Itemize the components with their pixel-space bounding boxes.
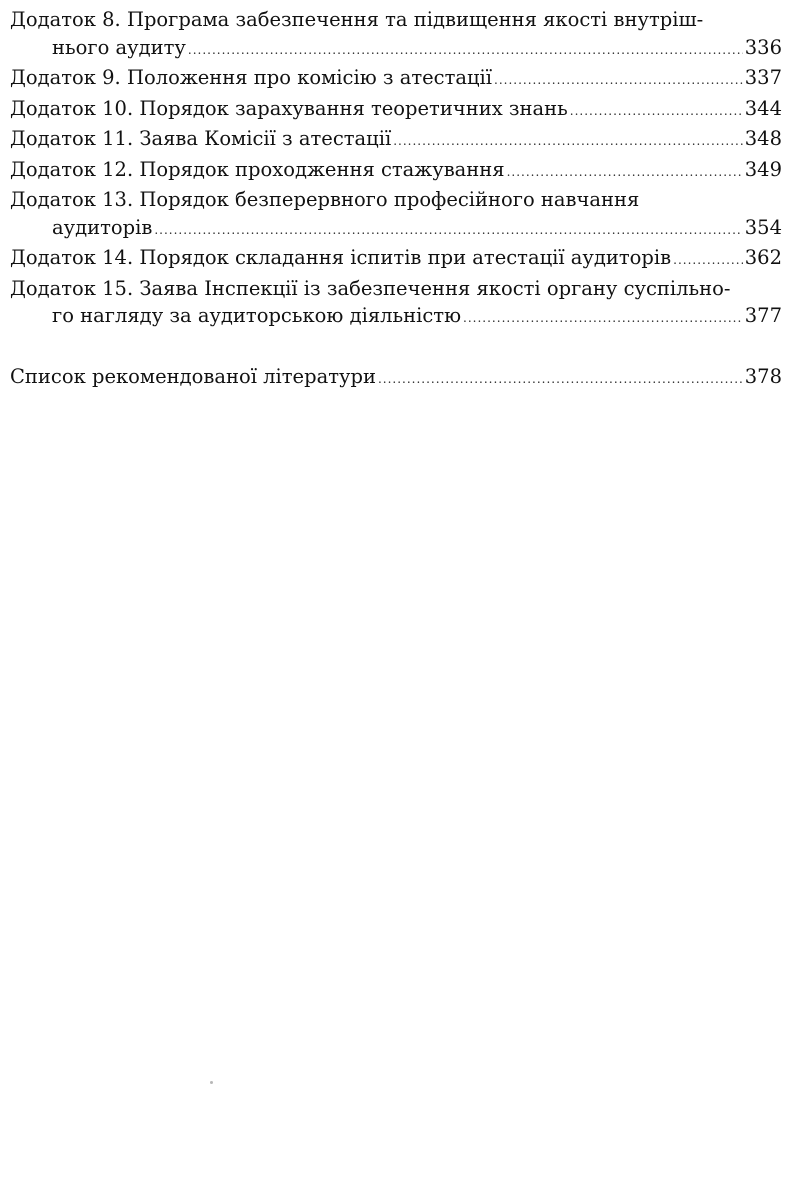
toc-entry-leader-line: [10, 95, 782, 126]
toc-entry-appendix-13: [10, 186, 782, 244]
toc-entry-page-number: 348: [744, 127, 782, 150]
toc-entry-title: Додаток 13. Порядок безперервного професійного навчання: [10, 188, 640, 211]
toc-entry-title: Додаток 8. Програма забезпечення та підвищення якості внутріш-: [10, 8, 704, 31]
toc-entry-page-number: 377: [744, 304, 782, 327]
toc-entry-leader-line: [10, 125, 782, 156]
toc-entry-page-number: 337: [744, 66, 782, 89]
dot-leader: [570, 98, 743, 126]
toc-entry-leader-line: [10, 214, 782, 245]
section-gap: [10, 333, 782, 363]
dot-leader: [494, 67, 743, 95]
toc-entry-title: Додаток 12. Порядок проходження стажування: [10, 157, 505, 181]
dot-leader: [378, 366, 743, 394]
toc-entry-page-number: 378: [744, 364, 782, 388]
toc-entry-appendix-14: [10, 244, 782, 275]
toc-entry-title: Список рекомендованої літератури: [10, 364, 376, 388]
toc-entry-title-line: [10, 6, 782, 34]
toc-entry-leader-line: [10, 156, 782, 187]
dot-leader: [154, 217, 742, 245]
dot-leader: [188, 37, 743, 65]
toc-entry-bibliography: [10, 363, 782, 394]
toc-entry-leader-line: [10, 34, 782, 65]
toc-entry-appendix-10: [10, 95, 782, 126]
toc-entry-title-continuation: аудиторів: [52, 215, 153, 239]
toc-entry-leader-line: [10, 64, 782, 95]
toc-entry-leader-line: [10, 302, 782, 333]
toc-entry-page-number: 336: [744, 35, 782, 59]
toc-entry-leader-line: [10, 244, 782, 275]
toc-entry-appendix-9: [10, 64, 782, 95]
toc-entry-page-number: 344: [744, 96, 782, 120]
dot-leader: [673, 247, 743, 275]
toc-entry-title: Додаток 15. Заява Інспекції із забезпечення якості органу суспільно-: [10, 276, 731, 300]
toc-entry-title-line: [10, 275, 782, 303]
toc-entry-title-continuation: нього аудиту: [52, 35, 186, 59]
toc-entry-appendix-11: [10, 125, 782, 156]
dot-leader: [507, 159, 743, 187]
toc-entry-page-number: 354: [744, 215, 782, 239]
paper-speck: [210, 1081, 213, 1084]
toc-entry-appendix-12: [10, 156, 782, 187]
toc-entry-appendix-15: [10, 275, 782, 333]
toc-entry-title: Додаток 9. Положення про комісію з атестації: [10, 66, 493, 89]
toc-entry-title: Додаток 14. Порядок складання іспитів при атестації аудиторів: [10, 246, 672, 269]
toc-entry-appendix-8: [10, 6, 782, 64]
toc-entry-title: Додаток 10. Порядок зарахування теоретичних знань: [10, 96, 568, 120]
toc-entry-page-number: 349: [744, 157, 782, 181]
dot-leader: [463, 305, 743, 333]
table-of-contents: [10, 6, 782, 393]
dot-leader: [393, 128, 743, 156]
toc-entry-title-line: [10, 186, 782, 214]
toc-entry-title: Додаток 11. Заява Комісії з атестації: [10, 127, 392, 150]
toc-entry-page-number: 362: [744, 246, 782, 269]
toc-entry-leader-line: [10, 363, 782, 394]
toc-entry-title-continuation: го нагляду за аудиторською діяльністю: [52, 304, 462, 327]
